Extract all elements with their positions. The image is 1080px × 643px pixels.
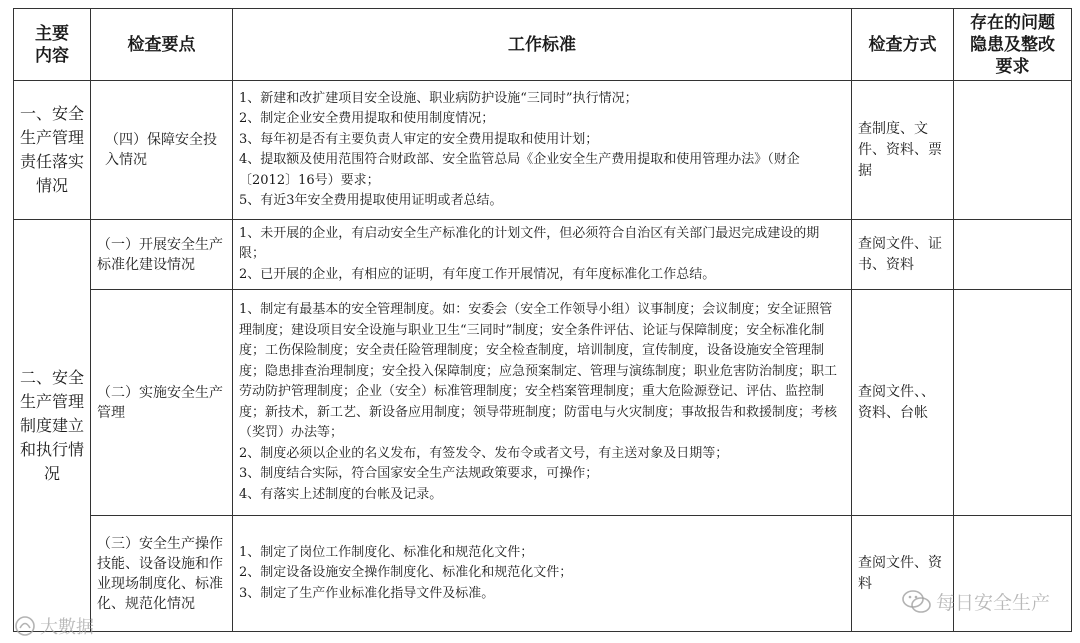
watermark-wechat: [902, 588, 1050, 615]
check-method-cell: 查阅文件、、资料、台帐: [852, 290, 954, 516]
check-point-cell: （四）保障安全投入情况: [91, 81, 233, 220]
issues-cell: [954, 290, 1072, 516]
standard-item: 1、新建和改扩建项目安全设施、职业病防护设施“三同时”执行情况；: [239, 90, 638, 106]
standard-item: 2、制定设备设施安全操作制度化、标准化和规范化文件；: [239, 565, 573, 581]
work-standard-cell: [233, 516, 852, 632]
standard-item: 3、制定了生产作业标准化指导文件及标准。: [239, 585, 495, 601]
standard-item: 2、已开展的企业，有相应的证明，有年度工作开展情况，有年度标准化工作总结。: [239, 266, 716, 282]
header-issues: 存在的问题隐患及整改要求: [954, 9, 1072, 81]
check-method-cell: 查阅文件、资料: [852, 516, 954, 632]
check-point-cell: （一）开展安全生产标准化建设情况: [91, 220, 233, 290]
watermark-source: [14, 613, 94, 639]
work-standard-cell: [233, 81, 852, 220]
standard-item: 1、制定了岗位工作制度化、标准化和规范化文件；: [239, 544, 534, 560]
watermark-text: 大數据: [40, 617, 94, 638]
standard-item: 3、每年初是否有主要负责人审定的安全费用提取和使用计划；: [239, 131, 599, 147]
table-row: [14, 81, 1072, 220]
standard-item: 4、提取额及使用范围符合财政部、安全监管总局《企业安全生产费用提取和使用管理办法》（财企〔2012〕16号）要求；: [239, 152, 800, 188]
standard-item: 1、制定有最基本的安全管理制度。如：安委会（安全工作领导小组）议事制度；会议制度；安全证照管理制度；建设项目安全设施与职业卫生“三同时”制度；安全条件评估、论证与保障制度；安全标准化制度；工伤保险制度；安全责任险管理制度；安全检查制度，培训制度，宣传制度，设备设施安全管理制度；隐患排查治理制度；安全投入保障制度；应急预案制定、管理与演练制度；职业危害防治制度；职工劳动防护管理制度；企业（安全）标准管理制度；安全档案管理制度；重大危险源登记、评估、监控制度；新技术，新工艺、新设备应用制度；领导带班制度；防雷电与火灾制度；事故报告和救援制度；考核（奖罚）办法等；: [239, 302, 838, 440]
header-row: [14, 9, 1072, 81]
watermark-text: 每日安全生产: [935, 592, 1050, 614]
check-method-cell: 查阅文件、证书、资料: [852, 220, 954, 290]
standard-item: 2、制定企业安全费用提取和使用制度情况；: [239, 111, 495, 126]
logo-icon: [14, 615, 36, 637]
header-check-points: 检查要点: [91, 9, 233, 81]
work-standard-cell: [233, 290, 852, 516]
table-row: [14, 220, 1072, 290]
standard-item: 1、未开展的企业，有启动安全生产标准化的计划文件，但必须符合自治区有关部门最迟完成建设的期限；: [239, 225, 820, 262]
header-main-content: 主要内容: [14, 9, 91, 81]
standard-item: 5、有近3年安全费用提取使用证明或者总结。: [239, 193, 503, 208]
standard-item: 4、有落实上述制度的台帐及记录。: [239, 486, 443, 502]
issues-cell: [954, 220, 1072, 290]
table-row: [14, 290, 1072, 516]
check-method-cell: 查制度、文件、资料、票据: [852, 81, 954, 220]
header-work-standard: 工作标准: [233, 9, 852, 81]
work-standard-cell: [233, 220, 852, 290]
inspection-table: [13, 8, 1072, 632]
main-content-cell: 一、安全生产管理责任落实情况: [14, 81, 91, 220]
standard-item: 3、制度结合实际，符合国家安全生产法规政策要求，可操作；: [239, 466, 599, 481]
main-content-cell: 二、安全生产管理制度建立和执行情况: [14, 220, 91, 632]
check-point-cell: （三）安全生产操作技能、设备设施和作业现场制度化、标准化、规范化情况: [91, 516, 233, 632]
check-point-cell: （二）实施安全生产管理: [91, 290, 233, 516]
header-check-method: 检查方式: [852, 9, 954, 81]
standard-item: 2、制度必须以企业的名义发布，有签发令、发布令或者文号，有主送对象及日期等；: [239, 445, 729, 461]
issues-cell: [954, 81, 1072, 220]
wechat-icon: [902, 589, 932, 615]
